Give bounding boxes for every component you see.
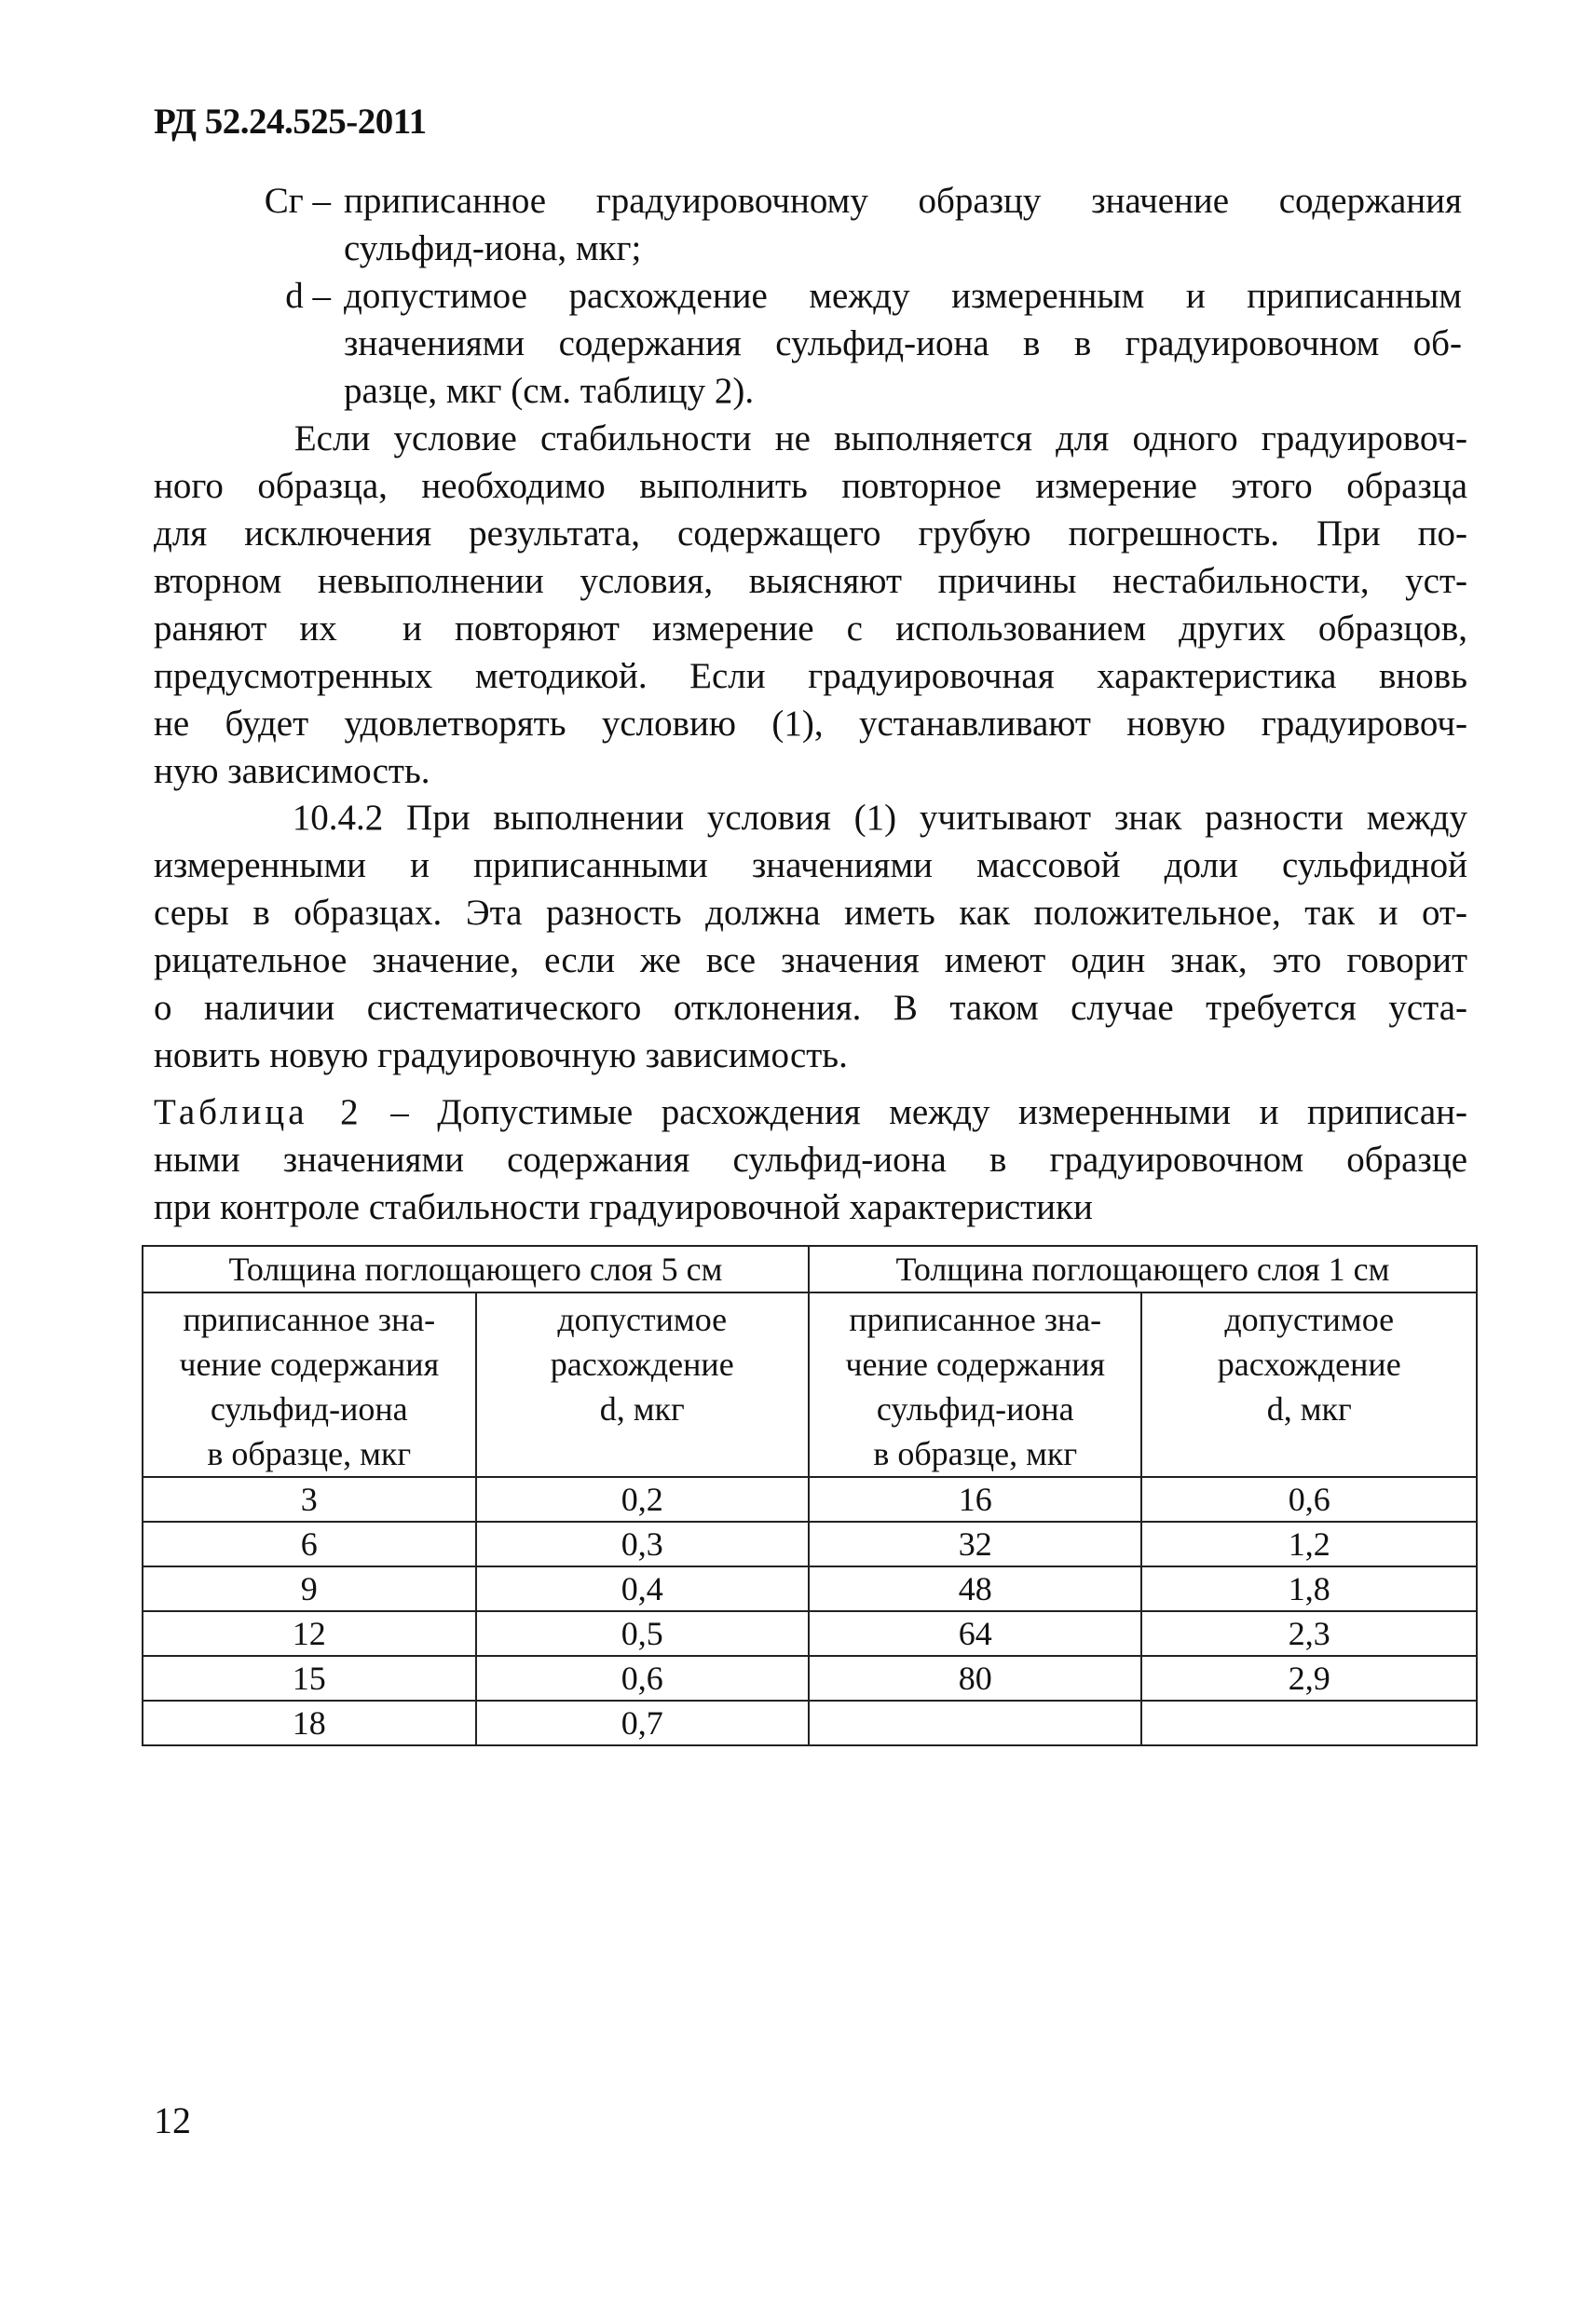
table-cell: 0,6: [476, 1656, 809, 1701]
table-cell: 0,4: [476, 1566, 809, 1611]
header-line: в образце, мкг: [873, 1435, 1078, 1472]
definition-text: [344, 177, 1462, 272]
definition-symbol: Cг –: [264, 181, 331, 221]
definition-line: значениями содержания сульфид-иона в в градуировочном об-: [344, 323, 1462, 363]
group-header-1cm: Толщина поглощающего слоя 1 см: [809, 1246, 1477, 1292]
header-line: приписанное зна-: [849, 1301, 1102, 1338]
table-cell: 1,2: [1141, 1522, 1477, 1566]
paragraph-line: не будет удовлетворять условию (1), устанавливают новую градуировоч-: [154, 704, 1467, 744]
caption-line: [154, 1088, 1467, 1136]
table-cell: 1,8: [1141, 1566, 1477, 1611]
table-row: [143, 1701, 1477, 1745]
table-cell: 16: [809, 1477, 1142, 1522]
caption-line: ными значениями содержания сульфид-иона в градуировочном образце: [154, 1140, 1467, 1180]
header-line: сульфид-иона: [210, 1390, 408, 1428]
paragraph-line: о наличии систематического отклонения. В таком случае требуется уста-: [154, 988, 1467, 1028]
group-header-5cm: Толщина поглощающего слоя 5 см: [143, 1246, 809, 1292]
table-row: [143, 1566, 1477, 1611]
table-group-header-row: [143, 1246, 1477, 1292]
definition-line: разце, мкг (см. таблицу 2).: [344, 371, 755, 411]
header-line: допустимое: [1224, 1301, 1395, 1338]
table-cell: 18: [143, 1701, 476, 1745]
paragraph-line: 10.4.2 При выполнении условия (1) учитывают знак разности между: [154, 798, 1467, 838]
paragraph-line: рицательное значение, если же все значения имеют один знак, это говорит: [154, 940, 1467, 980]
table-cell: 0,6: [1141, 1477, 1477, 1522]
paragraph-line: для исключения результата, содержащего грубую погрешность. При по-: [154, 513, 1467, 554]
header-line: d, мкг: [599, 1390, 685, 1428]
table-cell: 80: [809, 1656, 1142, 1701]
table-cell: 0,2: [476, 1477, 809, 1522]
paragraph-line: раняют их и повторяют измерение с использованием других образцов,: [154, 609, 1467, 649]
table-cell: 15: [143, 1656, 476, 1701]
header-line: расхождение: [1217, 1346, 1401, 1383]
table-cell: 32: [809, 1522, 1142, 1566]
definition-line: сульфид-иона, мкг;: [344, 228, 642, 268]
header-line: в образце, мкг: [207, 1435, 412, 1472]
page-number: 12: [154, 2099, 191, 2141]
header-line: d, мкг: [1266, 1390, 1352, 1428]
page-code: РД 52.24.525-2011: [154, 102, 427, 142]
sub-header-tolerance-1cm: [1141, 1292, 1477, 1477]
table-cell: 2,3: [1141, 1611, 1477, 1656]
table-row: [143, 1611, 1477, 1656]
sub-header-tolerance-5cm: [476, 1292, 809, 1477]
table-cell: 2,9: [1141, 1656, 1477, 1701]
definition-symbol: d –: [285, 276, 331, 316]
table-cell: 0,5: [476, 1611, 809, 1656]
table-row: [143, 1477, 1477, 1522]
table-cell: 6: [143, 1522, 476, 1566]
paragraph-line: ную зависимость.: [154, 751, 430, 791]
paragraph-line: предусмотренных методикой. Если градуировочная характеристика вновь: [154, 656, 1467, 696]
definition-line: приписанное градуировочному образцу значение содержания: [344, 181, 1462, 221]
caption-line: при контроле стабильности градуировочной характеристики: [154, 1187, 1093, 1227]
table-cell: 0,7: [476, 1701, 809, 1745]
paragraph-line: ного образца, необходимо выполнить повторное измерение этого образца: [154, 466, 1467, 506]
paragraph-line: измеренными и приписанными значениями массовой доли сульфидной: [154, 845, 1467, 885]
table-cell: 48: [809, 1566, 1142, 1611]
paragraph-stability: [154, 415, 1467, 795]
table-row: [143, 1522, 1477, 1566]
table-row: [143, 1656, 1477, 1701]
table-caption: [154, 1088, 1467, 1231]
header-line: сульфид-иона: [876, 1390, 1074, 1428]
paragraph-10-4-2: [154, 794, 1467, 1079]
table-cell: 3: [143, 1477, 476, 1522]
header-line: допустимое: [557, 1301, 728, 1338]
caption-label: Таблица 2: [154, 1092, 362, 1132]
definition-line: допустимое расхождение между измеренным и приписанным: [344, 276, 1462, 316]
paragraph-line: серы в образцах. Эта разность должна иметь как положительное, так и от-: [154, 893, 1467, 933]
header-line: приписанное зна-: [183, 1301, 436, 1338]
table-sub-header-row: [143, 1292, 1477, 1477]
table-cell: 9: [143, 1566, 476, 1611]
paragraph-line: новить новую градуировочную зависимость.: [154, 1035, 848, 1075]
data-table: [142, 1245, 1478, 1746]
paragraph-line: вторном невыполнении условия, выясняют причины нестабильности, уст-: [154, 561, 1467, 601]
table-cell: 0,3: [476, 1522, 809, 1566]
caption-text: – Допустимые расхождения между измеренными и приписан-: [361, 1092, 1467, 1132]
header-line: чение содержания: [179, 1346, 440, 1383]
header-line: расхождение: [550, 1346, 734, 1383]
table-cell: 12: [143, 1611, 476, 1656]
header-line: чение содержания: [845, 1346, 1106, 1383]
paragraph-line: Если условие стабильности не выполняется для одного градуировоч-: [154, 418, 1467, 458]
sub-header-assigned-1cm: [809, 1292, 1142, 1477]
table-cell: 64: [809, 1611, 1142, 1656]
sub-header-assigned-5cm: [143, 1292, 476, 1477]
table-cell: [1141, 1701, 1477, 1745]
definition-text: [344, 272, 1462, 415]
table-cell: [809, 1701, 1142, 1745]
